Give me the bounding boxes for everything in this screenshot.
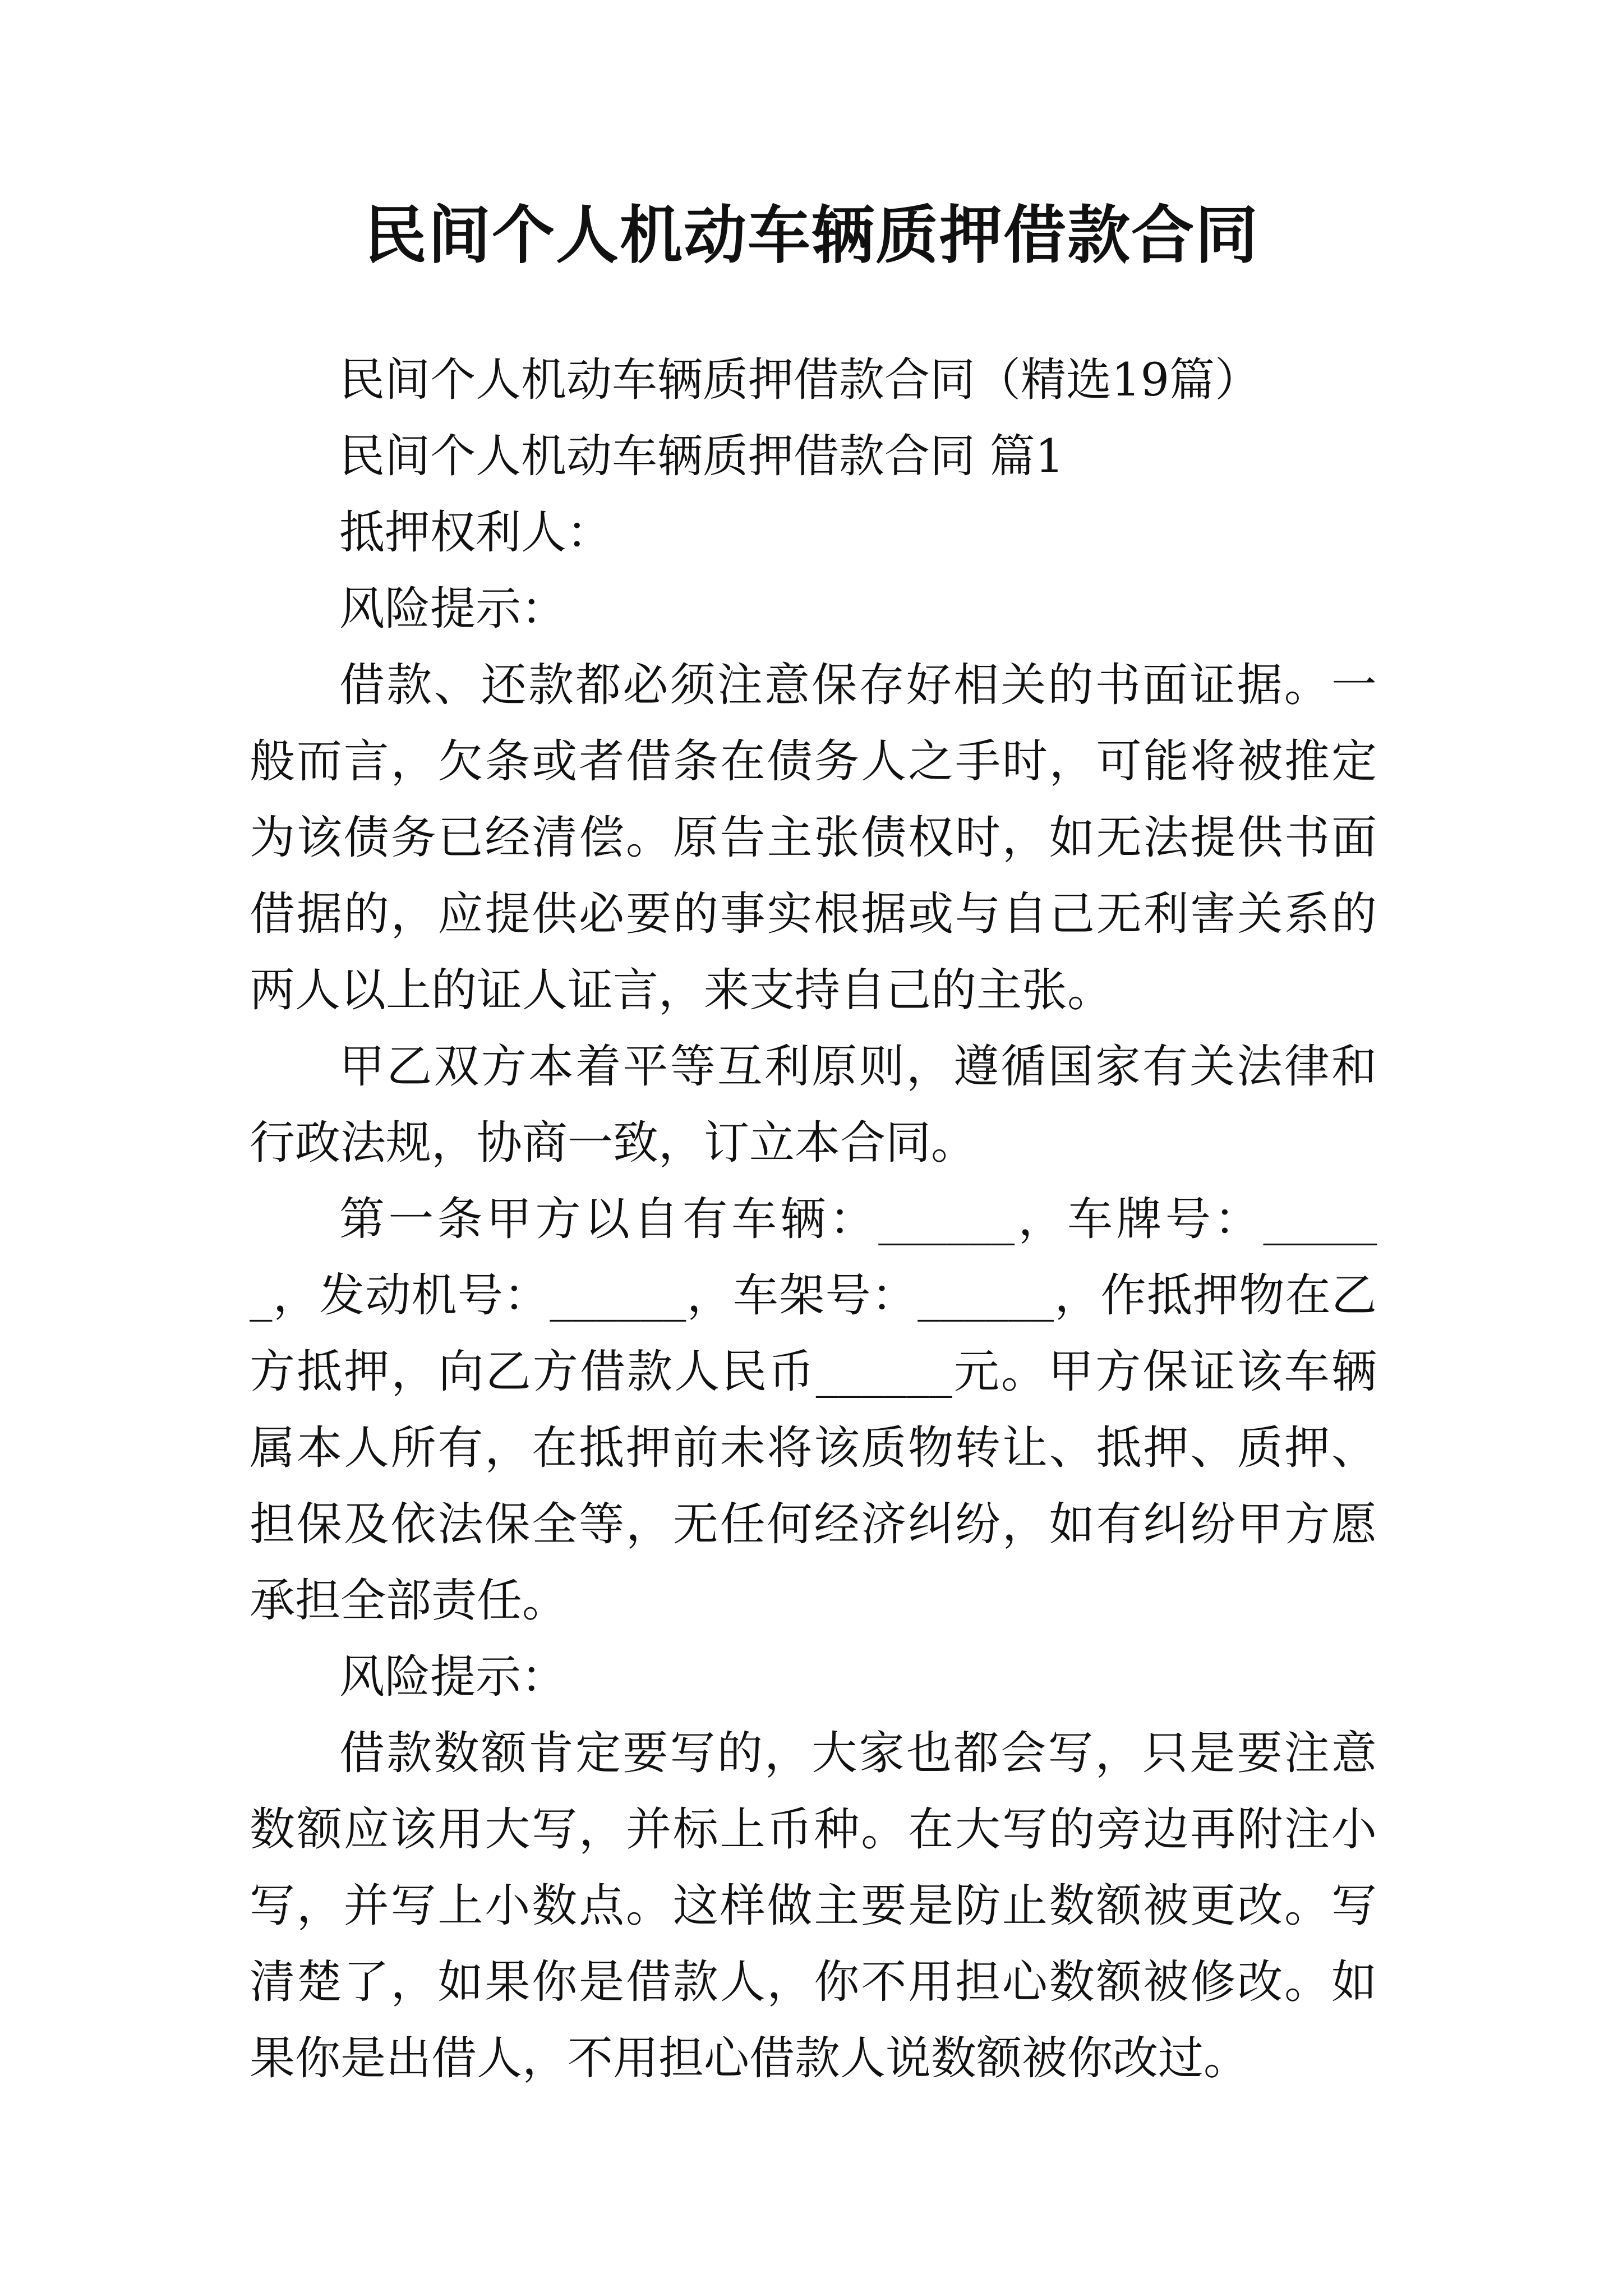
article-one-paragraph: 第一条甲方以自有车辆：______，车牌号：______，发动机号：______，车架号：______，作抵押物在乙方抵押，向乙方借款人民币______元。甲方保证该车辆属本人所有，在抵押前未将该质物转让、抵押、质押、担保及依法保全等，无任何经济纠纷，如有纠纷甲方愿承担全部责任。	[250, 1193, 1377, 1627]
preamble-paragraph: 甲乙双方本着平等互利原则，遵循国家有关法律和行政法规，协商一致，订立本合同。	[250, 1041, 1377, 1170]
risk-notice-paragraph: 借款数额肯定要写的，大家也都会写，只是要注意数额应该用大写，并标上币种。在大写的旁边再附注小写，并写上小数点。这样做主要是防止数额被更改。写清楚了，如果你是借款人，你不用担心数额被修改。如果你是出借人，不用担心借款人说数额被你改过。	[250, 1727, 1377, 2085]
risk-notice-label: 风险提示：	[339, 583, 567, 636]
section-heading: 民间个人机动车辆质押借款合同 篇1	[339, 430, 1064, 483]
collection-heading: 民间个人机动车辆质押借款合同（精选19篇）	[339, 354, 1261, 407]
risk-notice-label: 风险提示：	[339, 1651, 567, 1704]
document-body	[250, 342, 1377, 2097]
document-title: 民间个人机动车辆质押借款合同	[364, 199, 1259, 272]
mortgagee-label: 抵押权利人：	[339, 507, 612, 559]
risk-notice-paragraph: 借款、还款都必须注意保存好相关的书面证据。一般而言，欠条或者借条在债务人之手时，可能将被推定为该债务已经清偿。原告主张债权时，如无法提供书面借据的，应提供必要的事实根据或与自己无利害关系的两人以上的证人证言，来支持自己的主张。	[250, 659, 1377, 1017]
